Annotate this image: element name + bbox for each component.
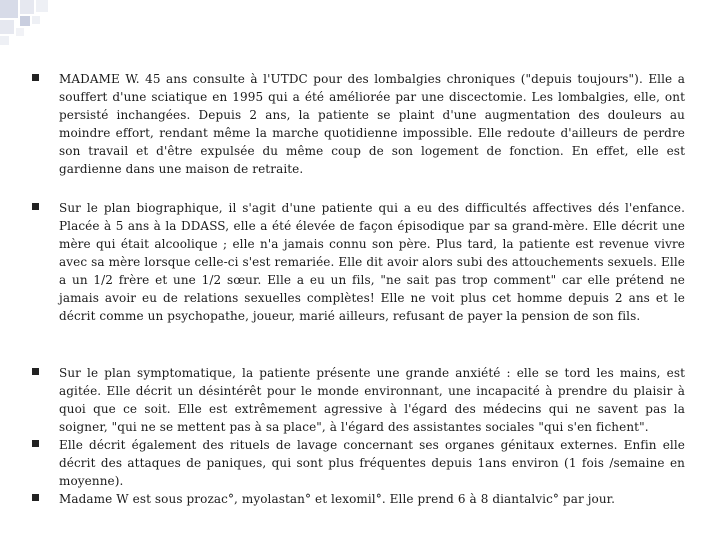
bullet-icon bbox=[32, 494, 39, 501]
paragraph-biography: Sur le plan biographique, il s'agit d'une patiente qui a eu des difficultés affectives dés l'enfance. Placée à 5 ans à la DDASS, elle a été élevée de façon épisodique par sa grand-mère. Elle décrit une mère qui était alcoolique ; elle n'a jamais connu son père. Plus tard, la patiente est revenue vivre avec sa mère lorsque celle-ci s'est remariée. Elle dit avoir alors subi des attouchements sexuels. Elle a un 1/2 frère et une 1/2 sœur. Elle a eu un fils, "ne sait pas trop comment" car elle prétend ne jamais avoir eu de relations sexuelles complètes! Elle ne voit plus cet homme depuis 2 ans et le décrit comme un psychopathe, joueur, marié ailleurs, refusant de payer la pension de son fils. bbox=[59, 201, 685, 323]
bullet-icon bbox=[32, 368, 39, 375]
paragraph-rituals: Elle décrit également des rituels de lavage concernant ses organes génitaux externes. Enfin elle décrit des attaques de paniques, qui sont plus fréquentes depuis 1ans environ (1 fois /semaine en moyenne). bbox=[59, 438, 685, 488]
bullet-icon bbox=[32, 203, 39, 210]
corner-decoration bbox=[0, 0, 60, 45]
paragraph-case-intro: MADAME W. 45 ans consulte à l'UTDC pour des lombalgies chroniques ("depuis toujours"). Elle a souffert d'une sciatique en 1995 qui a été améliorée par une discectomie. Les lombalgies, elle, ont persisté inchangées. Depuis 2 ans, la patiente se plaint d'une augmentation des douleurs au moindre effort, rendant même la marche quotidienne impossible. Elle redoute d'ailleurs de perdre son travail et d'être expulsée du même coup de son logement de fonction. En effet, elle est gardienne dans une maison de retraite. bbox=[59, 72, 685, 176]
bullet-icon bbox=[32, 74, 39, 81]
bullet-icon bbox=[32, 440, 39, 447]
paragraph-symptoms: Sur le plan symptomatique, la patiente présente une grande anxiété : elle se tord les mains, est agitée. Elle décrit un désintérêt pour le monde environnant, une incapacité à prendre du plaisir à quoi que ce soit. Elle est extrêmement agressive à l'égard des médecins qui ne savent pas la soigner, "qui ne se mettent pas à sa place", à l'égard des assistantes sociales "qui s'en fichent". bbox=[59, 366, 685, 434]
paragraph-treatment: Madame W est sous prozac°, myolastan° et lexomil°. Elle prend 6 à 8 diantalvic° par jour. bbox=[59, 492, 616, 506]
